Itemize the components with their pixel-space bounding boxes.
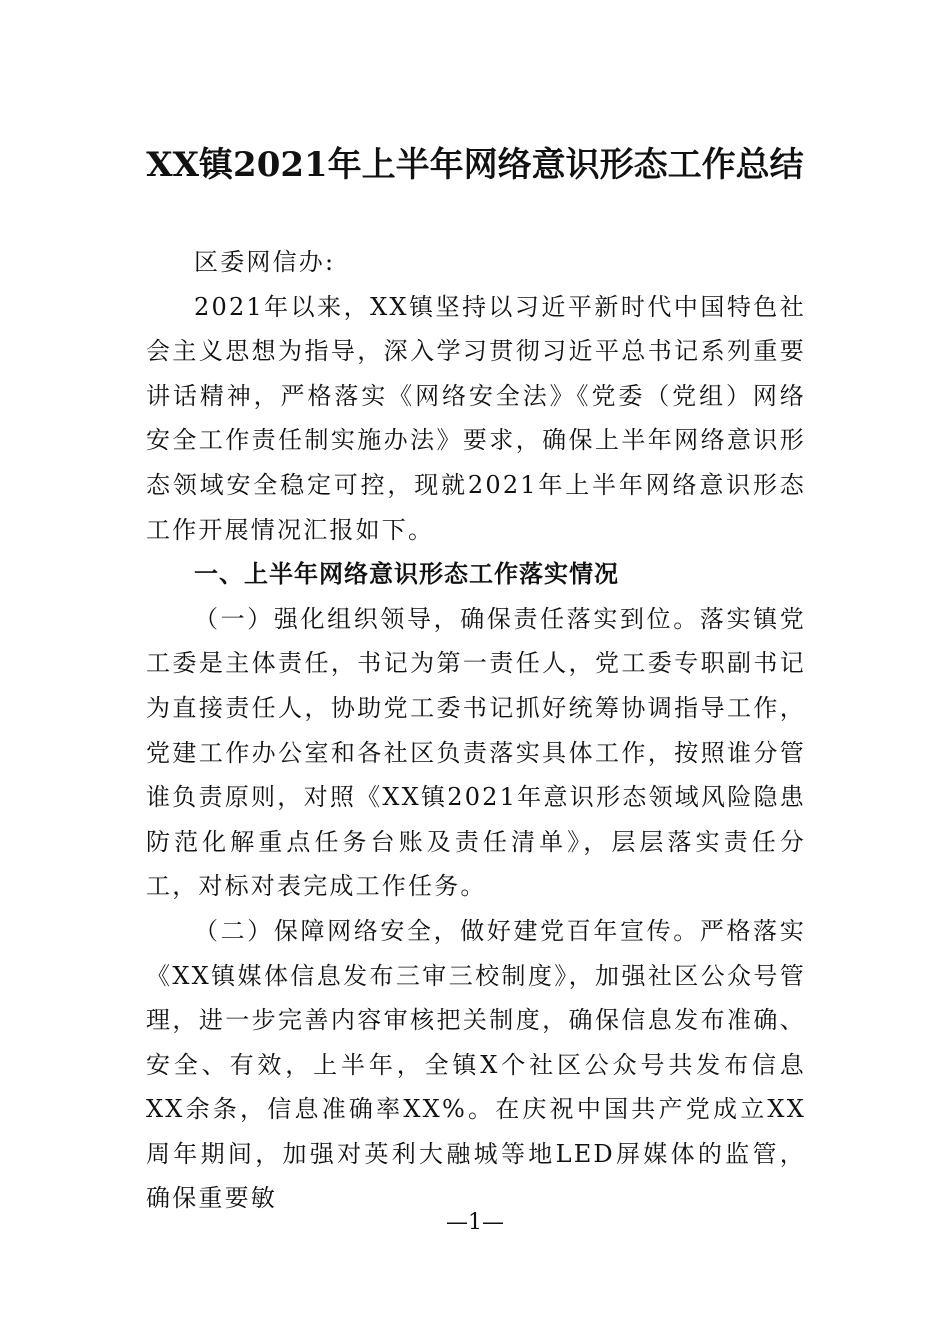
- intro-paragraph: 2021年以来，XX镇坚持以习近平新时代中国特色社会主义思想为指导，深入学习贯彻习近平总书记系列重要讲话精神，严格落实《网络安全法》《党委（党组）网络安全工作责任制实施办法》要求，确保上半年网络意识形态领域安全稳定可控，现就2021年上半年网络意识形态工作开展情况汇报如下。: [146, 292, 806, 544]
- page-number: —1—: [446, 1210, 504, 1235]
- salutation: 区委网信办:: [194, 248, 336, 276]
- paragraph-2: （二）保障网络安全，做好建党百年宣传。严格落实《XX镇媒体信息发布三审三校制度》，加强社区公众号管理，进一步完善内容审核把关制度，确保信息发布准确、安全、有效，上半年，全镇X个社区公众号共发布信息XX余条，信息准确率XX%。在庆祝中国共产党成立XX周年期间，加强对英利大融城等地LED屏媒体的监管，确保重要敏: [146, 916, 806, 1213]
- paragraph-1: （一）强化组织领导，确保责任落实到位。落实镇党工委是主体责任，书记为第一责任人，党工委专职副书记为直接责任人，协助党工委书记抓好统筹协调指导工作，党建工作办公室和各社区负责落实具体工作，按照谁分管谁负责原则，对照《XX镇2021年意识形态领域风险隐患防范化解重点任务台账及责任清单》，层层落实责任分工，对标对表完成工作任务。: [146, 604, 806, 901]
- document-body: [146, 240, 806, 1221]
- document-title: XX镇2021年上半年网络意识形态工作总结: [146, 145, 804, 185]
- section-heading: 一、上半年网络意识形态工作落实情况: [194, 560, 619, 589]
